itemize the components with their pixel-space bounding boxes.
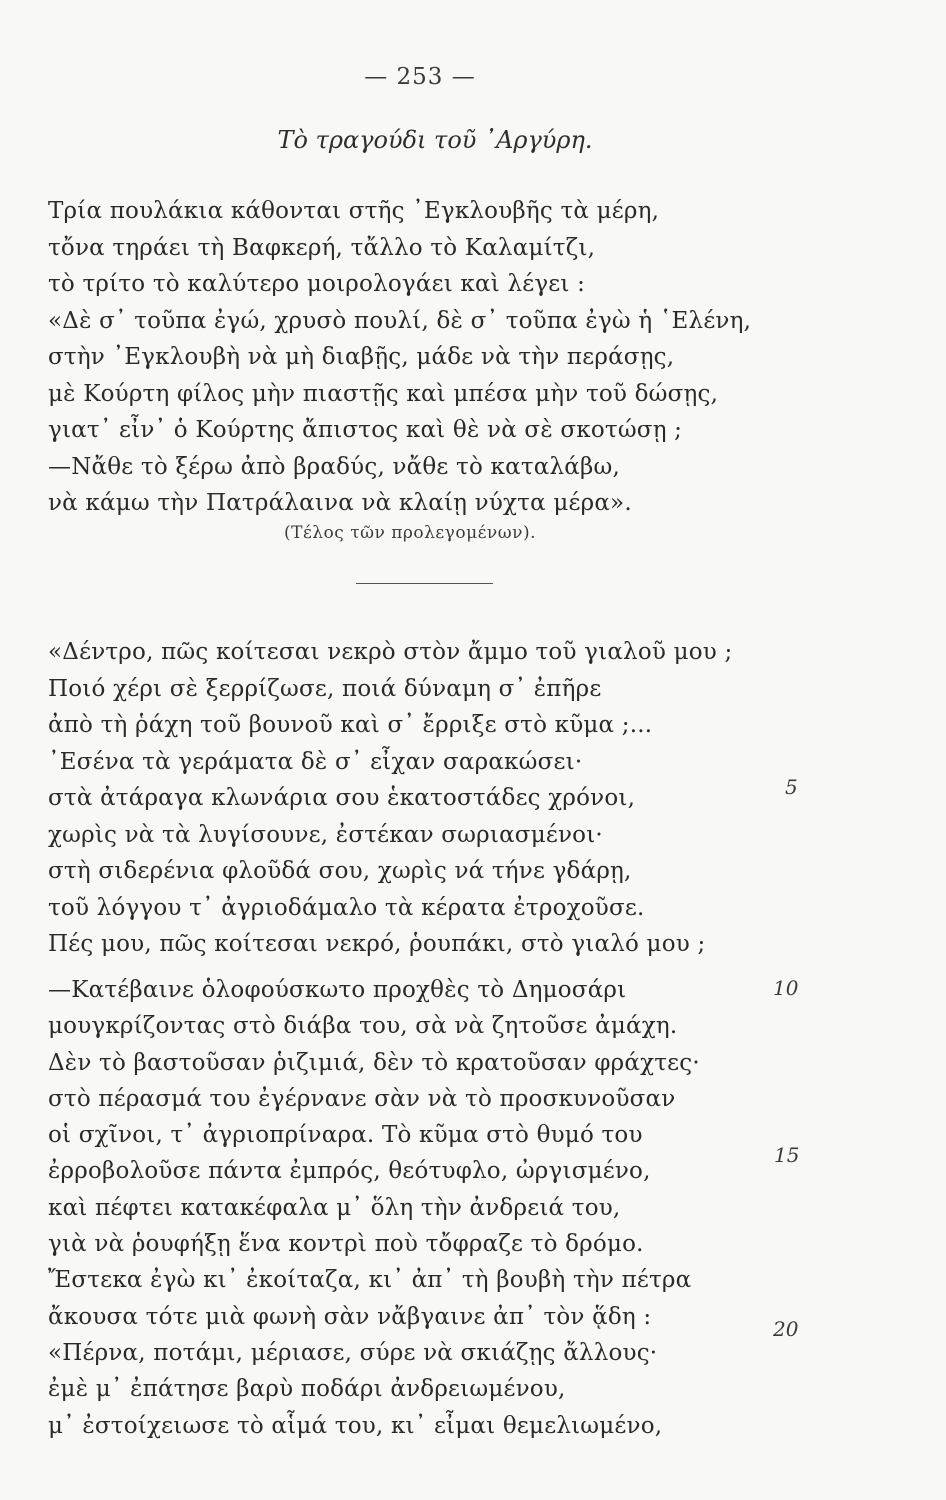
line-number: 10 [773,976,799,1000]
verse-line: νὰ κάμω τὴν Πατράλαινα νὰ κλαίῃ νύχτα μέρα». [48,490,632,516]
verse-line: μουγκρίζοντας στὸ διάβα του, σὰ νὰ ζητοῦσε ἀμάχη. [48,1013,678,1040]
verse-line: μὲ Κούρτη φίλος μὴν πιαστῇς καὶ μπέσα μὴν τοῦ δώσῃς, [48,380,719,407]
verse-line: ᾿Εσένα τὰ γεράματα δὲ σ᾿ εἶχαν σαρακώσει· [48,748,583,775]
verse-line: Ποιό χέρι σὲ ξερρίζωσε, ποιά δύναμη σ᾿ ἐπῆρε [48,675,602,702]
line-number: 15 [774,1143,800,1167]
section-divider [356,583,493,584]
verse-line: καὶ πέφτει κατακέφαλα μ᾿ ὅλη τὴν ἀνδρειά του, [48,1194,621,1221]
verse-line: ἐρροβολοῦσε πάντα ἐμπρός, θεότυφλο, ὠργισμένο, [48,1158,651,1185]
verse-line: γιατ᾿ εἶν᾿ ὁ Κούρτης ἄπιστος καὶ θὲ νὰ σὲ σκοτώσῃ ; [48,417,683,443]
verse-line: ἐμὲ μ᾿ ἐπάτησε βαρὺ ποδάρι ἀνδρειωμένου, [48,1376,566,1403]
poem-stanza [48,972,808,1444]
poem-stanza [48,634,808,963]
line-number: 20 [773,1317,799,1341]
verse-line: στὰ ἀτάραγα κλωνάρια σου ἑκατοστάδες χρόνοι, [48,785,636,811]
closing-note: (Τέλος τῶν προλεγομένων). [283,523,537,543]
verse-line: οἱ σχῖνοι, τ᾿ ἀγριοπρίναρα. Τὸ κῦμα στὸ θυμό του [48,1122,643,1149]
verse-line: ἀπὸ τὴ ῥάχη τοῦ βουνοῦ καὶ σ᾿ ἔρριξε στὸ κῦμα ;... [48,712,653,738]
verse-line: τὸ τρίτο τὸ καλύτερο μοιρολογάει καὶ λέγει : [48,271,586,297]
verse-line: Ἔστεκα ἐγὼ κι᾿ ἐκοίταζα, κι᾿ ἀπ᾿ τὴ βουβὴ τὴν πέτρα [48,1267,692,1294]
verse-line: Πές μου, πῶς κοίτεσαι νεκρό, ῥουπάκι, στὸ γιαλό μου ; [48,931,706,957]
verse-line: Τρία πουλάκια κάθονται στῆς ᾿Εγκλουβῆς τὰ μέρη, [48,198,660,224]
verse-line: τὄνα τηράει τὴ Βαφκερή, τἄλλο τὸ Καλαμίτζι, [48,234,596,261]
verse-line: —Κατέβαινε ὁλοφούσκωτο προχθὲς τὸ Δημοσάρι [48,977,627,1003]
verse-line: Δὲν τὸ βαστοῦσαν ῥιζιμιά, δὲν τὸ κρατοῦσαν φράχτες· [48,1049,700,1076]
verse-line: χωρὶς νὰ τὰ λυγίσουνε, ἐστέκαν σωριασμένοι· [48,821,603,848]
verse-line: ἄκουσα τότε μιὰ φωνὴ σὰν νἄβγαινε ἀπ᾿ τὸν ᾅδη : [48,1303,652,1330]
verse-line: μ᾿ ἐστοίχειωσε τὸ αἷμά του, κι᾿ εἶμαι θεμελιωμένο, [48,1412,663,1439]
verse-line: γιὰ νὰ ῥουφήξῃ ἕνα κοντρὶ ποὺ τὄφραζε τὸ δρόμο. [48,1231,644,1258]
poem-verse-block [48,193,808,522]
line-number: 5 [785,775,798,799]
verse-line: στὴν ᾿Εγκλουβὴ νὰ μὴ διαβῇς, μάδε νὰ τὴν περάσῃς, [48,344,675,370]
verse-line: —Νἄθε τὸ ξέρω ἀπὸ βραδύς, νἄθε τὸ καταλάβω, [48,453,620,480]
verse-line: «Δέντρο, πῶς κοίτεσαι νεκρὸ στὸν ἄμμο τοῦ γιαλοῦ μου ; [48,639,733,665]
verse-line: τοῦ λόγγου τ᾿ ἀγριοδάμαλο τὰ κέρατα ἐτροχοῦσε. [48,894,645,921]
song-title: Τὸ τραγούδι τοῦ ᾿Αργύρη. [277,126,593,154]
page-number: — 253 — [364,64,476,90]
verse-line: «Δὲ σ᾿ τοῦπα ἐγώ, χρυσὸ πουλί, δὲ σ᾿ τοῦπα ἐγὼ ἡ ῾Ελένη, [48,307,752,334]
verse-line: «Πέρνα, ποτάμι, μέριασε, σύρε νὰ σκιάζῃς ἄλλους· [48,1339,658,1366]
verse-line: στὴ σιδερένια φλοῦδά σου, χωρὶς νά τήνε γδάρῃ, [48,858,632,884]
verse-line: στὸ πέρασμά του ἐγέρνανε σὰν νὰ τὸ προσκυνοῦσαν [48,1085,676,1112]
